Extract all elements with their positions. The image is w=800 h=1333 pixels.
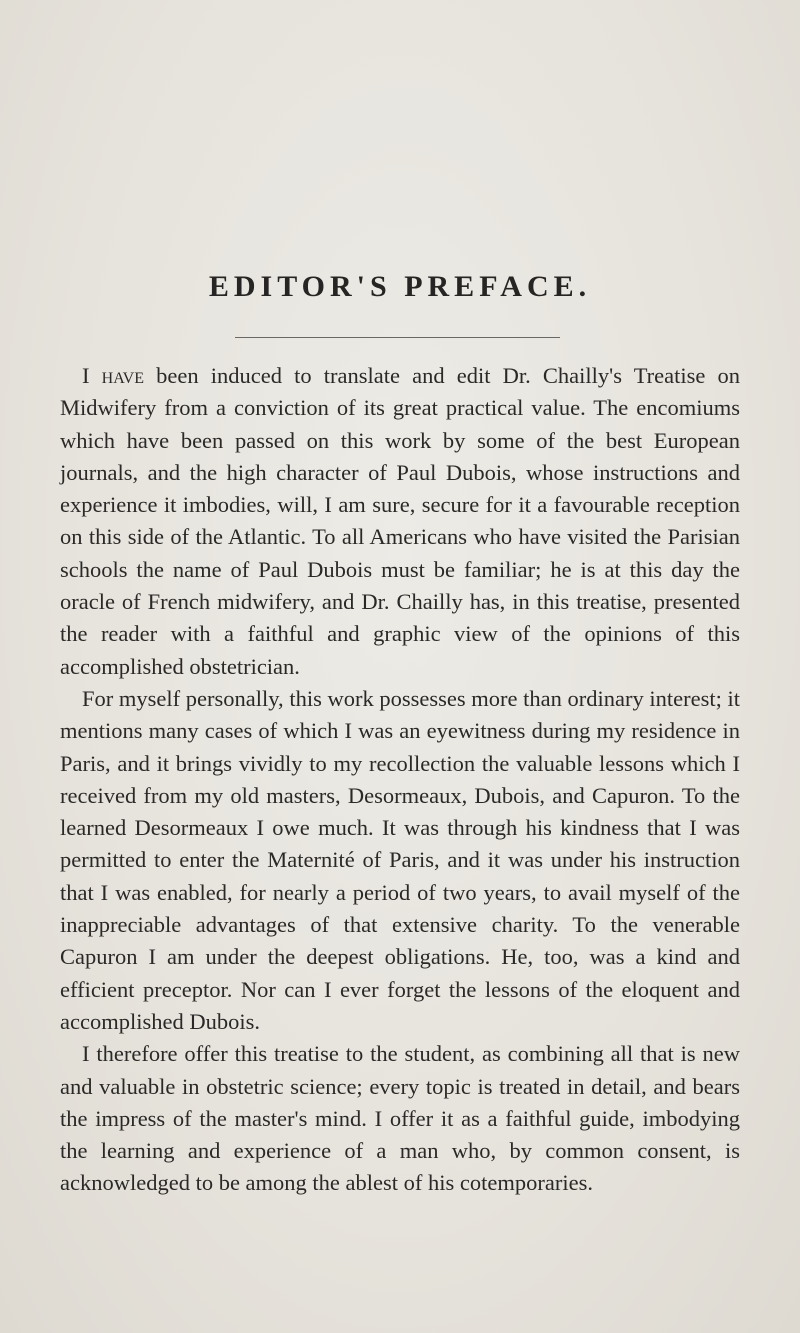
page-title: EDITOR'S PREFACE. xyxy=(208,270,592,303)
preface-body xyxy=(60,360,740,1200)
title-rule xyxy=(235,337,560,338)
paragraph-2-text: For myself personally, this work possesses more than ordinary interest; it mentions many cases of which I was an eyewitness during my residence in Paris, and it brings vividly to my recollection the valuable lessons which I received from my old masters, Desormeaux, Dubois, and Capuron. To the learned Desormeaux I owe much. It was through his kindness that I was permitted to enter the Maternité of Paris, and it was under his instruction that I was enabled, for nearly a period of two years, to avail myself of the inappreciable advantages of that extensive charity. To the venerable Capuron I am under the deepest obligations. He, too, was a kind and efficient preceptor. Nor can I ever forget the lessons of the eloquent and accomplished Dubois. xyxy=(60,685,740,1034)
paragraph-3-text: I therefore offer this treatise to the student, as combining all that is new and valuable in obstetric science; every topic is treated in detail, and bears the impress of the master's mind. I offer it as a faithful guide, imbodying the learning and experience of a man who, by common consent, is acknowledged to be among the ablest of his cotemporaries. xyxy=(60,1041,740,1196)
paragraph-2 xyxy=(60,683,740,1038)
paragraph-3 xyxy=(60,1038,740,1199)
paragraph-1-text: been induced to translate and edit Dr. Chailly's Treatise on Midwifery from a conviction of its great practical value. The encomiums which have been passed on this work by some of the best European journals, and the high character of Paul Dubois, whose instructions and experience it imbodies, will, I am sure, secure for it a favourable reception on this side of the Atlantic. To all Americans who have visited the Parisian schools the name of Paul Dubois must be familiar; he is at this day the oracle of French midwifery, and Dr. Chailly has, in this treatise, presented the reader with a faithful and graphic view of the opinions of this accomplished obstetrician. xyxy=(60,363,740,679)
paragraph-1-lead: I have xyxy=(82,363,145,388)
paragraph-1 xyxy=(60,360,740,683)
